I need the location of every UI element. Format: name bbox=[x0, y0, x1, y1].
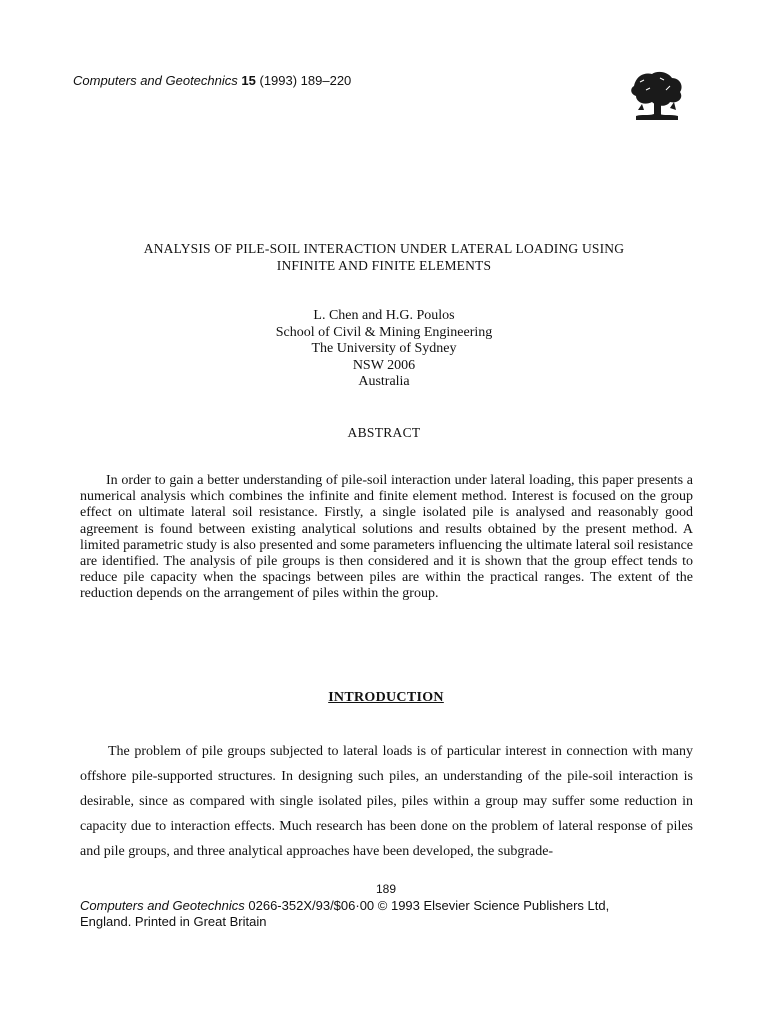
introduction-text: The problem of pile groups subjected to lateral loads is of particular interest in connection with many offshore pile-supported structures. In designing such piles, an understanding of the pile-soil interaction is desirable, since as compared with single isolated piles, piles within a group may suffer some reduction in capacity due to interaction effects. Much research has been done on the problem of lateral response of piles and pile groups, and three analytical approaches have been developed, the subgrade- bbox=[80, 744, 693, 859]
author-country: Australia bbox=[358, 374, 410, 389]
footer-code: 0266-352X/93/$06·00 © 1993 Elsevier Science Publishers Ltd, bbox=[248, 898, 610, 913]
footer-line-1 bbox=[80, 898, 700, 914]
elsevier-tree-logo bbox=[630, 70, 684, 122]
paper-title-line-2: INFINITE AND FINITE ELEMENTS bbox=[276, 258, 492, 273]
author-names: L. Chen and H.G. Poulos bbox=[313, 308, 455, 323]
abstract-heading: ABSTRACT bbox=[347, 425, 421, 440]
journal-year-pages: (1993) 189–220 bbox=[259, 73, 352, 88]
footer-line-2: England. Printed in Great Britain bbox=[80, 914, 267, 929]
abstract-text: In order to gain a better understanding of pile-soil interaction under lateral loading, this paper presents a numerical analysis which combines the infinite and finite element method. Interest is focused on the group effect on ultimate lateral soil resistance. Firstly, a single isolated pile is analysed and reasonably good agreement is found between existing analytical solutions and results obtained by the present method. A limited parametric study is also presented and some parameters influencing the ultimate lateral soil resistance are identified. The analysis of pile groups is then considered and it is shown that the group effect tends to reduce pile capacity when the spacings between piles are within the practical ranges. The extent of the reduction depends on the arrangement of piles within the group. bbox=[80, 473, 693, 602]
author-university: The University of Sydney bbox=[311, 341, 457, 356]
publisher-footer bbox=[80, 898, 700, 930]
journal-volume: 15 bbox=[241, 73, 256, 88]
footer-journal-name: Computers and Geotechnics bbox=[80, 898, 245, 913]
paper-title bbox=[60, 240, 708, 274]
introduction-heading: INTRODUCTION bbox=[328, 690, 444, 705]
paper-title-line-1: ANALYSIS OF PILE-SOIL INTERACTION UNDER LATERAL LOADING USING bbox=[143, 241, 625, 256]
author-block bbox=[0, 308, 768, 391]
page-number: 189 bbox=[375, 882, 397, 896]
author-postcode: NSW 2006 bbox=[352, 357, 416, 373]
journal-name: Computers and Geotechnics bbox=[73, 73, 238, 88]
author-school: School of Civil & Mining Engineering bbox=[275, 324, 493, 340]
journal-citation bbox=[73, 73, 351, 88]
